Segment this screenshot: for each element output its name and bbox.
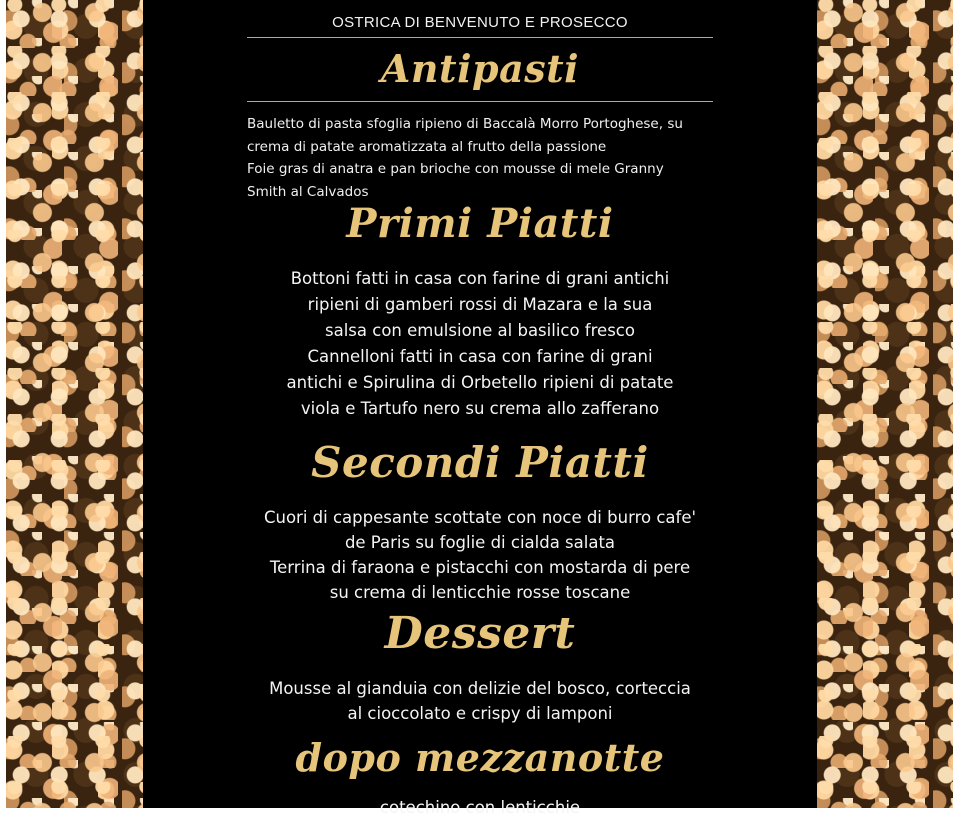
section-title-antipasti: Antipasti — [380, 46, 580, 91]
bokeh-background-left — [6, 0, 143, 808]
antipasti-list — [247, 113, 717, 203]
menu-line: Cannelloni fatti in casa con farine di grani — [307, 347, 653, 366]
section-title-mezzanotte: dopo mezzanotte — [295, 735, 665, 780]
menu-line: Bauletto di pasta sfoglia ripieno di Baccalà Morro Portoghese, su — [247, 116, 683, 132]
menu-line: cotechino con lenticchie — [379, 798, 581, 817]
menu-line: al cioccolato e crispy di lamponi — [347, 704, 613, 723]
menu-line: Mousse al gianduia con delizie del bosco, corteccia — [269, 679, 691, 698]
secondi-list — [230, 505, 730, 605]
primi-list — [230, 266, 730, 422]
bokeh-background-right — [817, 0, 953, 808]
divider-antipasti — [247, 101, 713, 102]
menu-panel — [143, 0, 817, 817]
menu-line: Bottoni fatti in casa con farine di grani antichi — [290, 269, 670, 288]
welcome-line: OSTRICA DI BENVENUTO E PROSECCO — [332, 14, 628, 31]
section-title-dessert: Dessert — [384, 608, 576, 659]
menu-line: ripieni di gamberi rossi di Mazara e la sua — [307, 295, 653, 314]
menu-line: Terrina di faraona e pistacchi con mostarda di pere — [269, 558, 691, 577]
divider-top — [247, 37, 713, 38]
mezzanotte-list — [230, 795, 730, 821]
menu-line: su crema di lenticchie rosse toscane — [329, 583, 631, 602]
menu-line: Cuori di cappesante scottate con noce di burro cafe' — [263, 508, 697, 527]
menu-line: Foie gras di anatra e pan brioche con mousse di mele Granny — [247, 161, 664, 177]
menu-line: salsa con emulsione al basilico fresco — [325, 321, 635, 340]
menu-line: Smith al Calvados — [247, 183, 369, 200]
section-title-secondi: Secondi Piatti — [311, 438, 649, 487]
menu-line: antichi e Spirulina di Orbetello ripieni di patate — [286, 373, 674, 392]
menu-line: crema di patate aromatizzata al frutto della passione — [247, 138, 607, 155]
menu-line: viola e Tartufo nero su crema allo zafferano — [300, 399, 660, 418]
dessert-list — [230, 676, 730, 726]
menu-line: de Paris su foglie di cialda salata — [344, 533, 616, 552]
section-title-primi: Primi Piatti — [346, 200, 614, 247]
